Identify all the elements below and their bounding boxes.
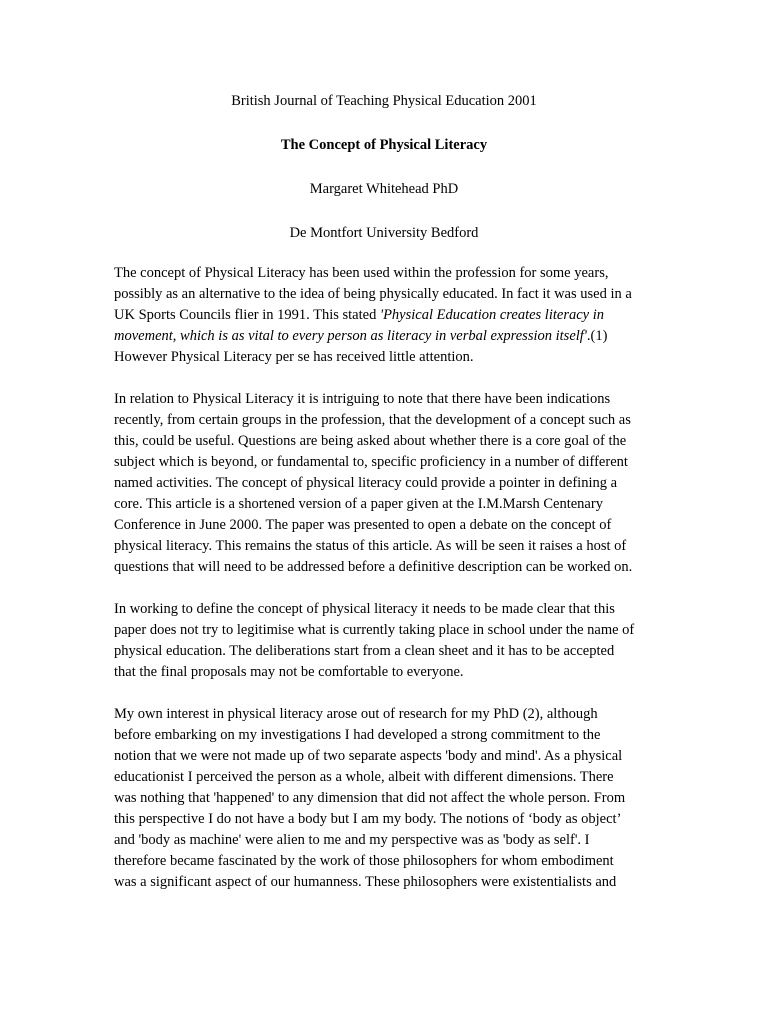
text-line: that the final proposals may not be comfortable to everyone. xyxy=(114,664,464,680)
citation: .(1) xyxy=(586,328,608,344)
text-line: this, could be useful. Questions are being asked about whether there is a core goal of the xyxy=(114,433,627,449)
text-line: was nothing that 'happened' to any dimension that did not affect the whole person. From xyxy=(114,790,626,806)
journal-name: British Journal of Teaching Physical Education 2001 xyxy=(231,93,537,109)
text-line: and 'body as machine' were alien to me and my perspective was as 'body as self'. I xyxy=(114,832,590,848)
text-line: In relation to Physical Literacy it is intriguing to note that there have been indications xyxy=(114,391,611,407)
paragraph-3 xyxy=(114,599,674,683)
text-line: Conference in June 2000. The paper was presented to open a debate on the concept of xyxy=(114,517,612,533)
text-line: notion that we were not made up of two separate aspects 'body and mind'. As a physical xyxy=(114,748,623,764)
text-line: was a significant aspect of our humanness. These philosophers were existentialists and xyxy=(114,874,617,890)
text-line: possibly as an alternative to the idea of being physically educated. In fact it was used in a xyxy=(114,286,632,302)
text-line: However Physical Literacy per se has received little attention. xyxy=(114,349,474,365)
paragraph-2 xyxy=(114,389,674,578)
text-line: named activities. The concept of physical literacy could provide a pointer in defining a xyxy=(114,475,618,491)
author-name: Margaret Whitehead PhD xyxy=(309,181,459,197)
text-line: paper does not try to legitimise what is currently taking place in school under the name of xyxy=(114,622,635,638)
text-line: before embarking on my investigations I had developed a strong commitment to the xyxy=(114,727,601,743)
text-fragment: UK Sports Councils flier in 1991. This stated xyxy=(114,307,380,323)
text-line xyxy=(114,326,674,347)
text-line: The concept of Physical Literacy has been used within the profession for some years, xyxy=(114,265,609,281)
text-line: recently, from certain groups in the profession, that the development of a concept such as xyxy=(114,412,631,428)
text-line: therefore became fascinated by the work of those philosophers for whom embodiment xyxy=(114,853,614,869)
text-line: physical literacy. This remains the status of this article. As will be seen it raises a host of xyxy=(114,538,627,554)
article-title: The Concept of Physical Literacy xyxy=(280,137,488,153)
text-line: educationist I perceived the person as a whole, albeit with different dimensions. There xyxy=(114,769,614,785)
text-line xyxy=(114,305,674,326)
author-affiliation: De Montfort University Bedford xyxy=(289,225,479,241)
text-line: core. This article is a shortened version of a paper given at the I.M.Marsh Centenary xyxy=(114,496,603,512)
paragraph-1 xyxy=(114,263,674,368)
quotation: movement, which is as vital to every person as literacy in verbal expression itself' xyxy=(114,328,587,344)
text-line: physical education. The deliberations start from a clean sheet and it has to be accepted xyxy=(114,643,615,659)
paragraph-4 xyxy=(114,704,674,893)
text-line: this perspective I do not have a body but I am my body. The notions of ‘body as object’ xyxy=(114,811,622,827)
text-line: My own interest in physical literacy arose out of research for my PhD (2), although xyxy=(114,706,598,722)
article-body xyxy=(114,263,674,914)
text-line: subject which is beyond, or fundamental to, specific proficiency in a number of different xyxy=(114,454,628,470)
text-line: questions that will need to be addressed before a definitive description can be worked on. xyxy=(114,559,633,575)
quotation: 'Physical Education creates literacy in xyxy=(379,307,604,323)
text-line: In working to define the concept of physical literacy it needs to be made clear that this xyxy=(114,601,615,617)
